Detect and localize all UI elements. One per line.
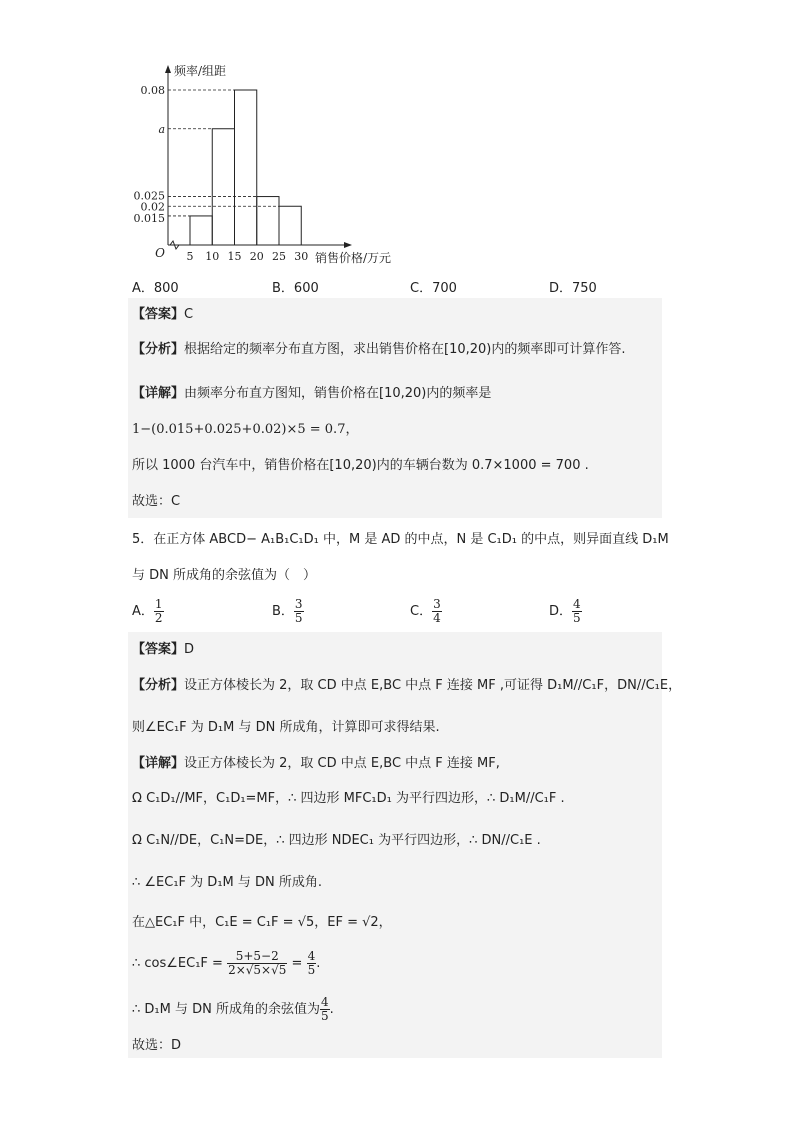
q5-detail-2: Ω C₁D₁//MF，C₁D₁=MF，∴ 四边形 MFC₁D₁ 为平行四边形，∴ D₁M//C₁F . [132,791,565,806]
histogram-bar [235,90,257,245]
histogram-bar [212,129,234,245]
q4-detail-1 [132,384,491,404]
q4-answer-value: C [184,307,194,322]
origin-label: O [155,246,165,260]
q5-option-b-num: 3 [294,597,303,611]
q4-detail-text-1: 由频率分布直方图知，销售价格在[10,20)内的频率是 [184,386,492,401]
y-tick-label: 0.02 [140,200,165,214]
q5-answer-value: D [184,642,195,657]
q5-analysis-2: 则∠EC₁F 为 D₁M 与 DN 所成角，计算即可求得结果. [132,720,440,735]
q5-stem-2: 与 DN 所成角的余弦值为（ ） [132,568,316,583]
q5-detail-text-1: 设正方体棱长为 2，取 CD 中点 E,BC 中点 F 连接 MF, [184,756,500,771]
histogram-bar [190,216,212,245]
q5-choice: 故选：D [132,1038,182,1053]
q5-detail-6-prefix: ∴ cos∠EC₁F = [132,956,223,971]
q4-choice: 故选：C [132,494,181,509]
q5-detail-7-num: 4 [320,995,329,1009]
frequency-histogram [130,60,420,270]
histogram-bar [257,197,279,245]
q5-detail-1 [132,754,500,774]
q5-option-c-num: 3 [433,597,441,611]
q5-option-a-label: A． [132,604,154,619]
q5-detail-7: ∴ D₁M 与 DN 所成角的余弦值为 $\frac{4}{5}$ . [132,995,334,1023]
q5-detail-7-den: 5 [320,1009,329,1023]
q4-option-c: C．700 [410,281,457,296]
q4-analysis-label: 【分析】 [132,342,185,357]
q5-option-b-den: 5 [294,611,303,625]
y-tick-label: 0.08 [140,84,165,97]
y-tick-label: 0.015 [133,211,165,225]
q5-detail-4: ∴ ∠EC₁F 为 D₁M 与 DN 所成角. [132,875,323,890]
q5-detail-3: Ω C₁N//DE，C₁N=DE，∴ 四边形 NDEC₁ 为平行四边形，∴ DN//C₁E . [132,833,541,848]
q5-detail-6: ∴ cos∠EC₁F = $\frac{5+5-2}{2\times√5\times√5}$ = $\frac{4}{5}$ . [132,949,321,977]
y-tick-label: 0.025 [133,189,165,203]
q5-detail-6-eq: = [291,956,303,971]
q4-analysis [132,340,626,360]
q4-analysis-text: 根据给定的频率分布直方图，求出销售价格在[10,20)内的频率即可计算作答. [184,342,626,357]
y-axis-arrow [165,65,171,73]
q5-detail-7-prefix: ∴ D₁M 与 DN 所成角的余弦值为 [132,1002,320,1017]
q4-option-a: A．800 [132,281,179,296]
q5-option-c-den: 4 [433,611,441,625]
histogram-bar [279,206,301,245]
q5-detail-5: 在△EC₁F 中，C₁E = C₁F = √5，EF = √2， [132,915,392,930]
q4-detail-label: 【详解】 [132,386,185,401]
q5-option-a [132,598,164,625]
q5-answer-label: 【答案】 [132,642,185,657]
q5-analysis-text-1: 设正方体棱长为 2，取 CD 中点 E,BC 中点 F 连接 MF ,可证得 D₁M//C₁F，DN//C₁E， [184,678,682,693]
q5-detail-6-rnum: 4 [307,949,316,963]
q5-option-d [549,598,582,625]
q5-analysis-label: 【分析】 [132,678,185,693]
q4-detail-3: 所以 1000 台汽车中，销售价格在[10,20)内的车辆台数为 0.7×1000 = 700 . [132,458,589,473]
q5-detail-label: 【详解】 [132,756,185,771]
y-tick-label: a [158,122,165,136]
q4-answer-label: 【答案】 [132,307,185,322]
q5-detail-6-den: 2×√5×√5 [228,963,287,977]
q4-answer [132,305,193,325]
x-tick-label: 25 [272,250,286,263]
q5-option-a-num: 1 [154,597,163,611]
q5-answer [132,640,194,660]
q5-option-d-label: D． [549,604,573,619]
q5-detail-6-num: 5+5−2 [227,950,287,964]
q4-solution-panel [128,298,662,518]
x-tick-label: 10 [205,250,220,263]
x-tick-label: 20 [249,250,264,263]
q5-option-b [272,598,304,625]
q5-option-c-label: C． [410,604,433,619]
q4-option-d: D．750 [549,281,597,296]
q5-option-b-label: B． [272,604,294,619]
x-tick-label: 30 [294,250,309,263]
x-axis-title: 销售价格/万元 [315,251,392,265]
x-tick-label: 15 [227,250,242,263]
q5-option-a-den: 2 [154,611,163,625]
y-axis-title: 频率/组距 [174,64,227,78]
x-tick-label: 5 [186,250,194,263]
q4-detail-2: 1−(0.015+0.025+0.02)×5 = 0.7， [132,422,359,437]
q5-analysis-1 [132,676,681,696]
q5-stem-1: 5．在正方体 ABCD− A₁B₁C₁D₁ 中，M 是 AD 的中点，N 是 C₁D₁ 的中点，则异面直线 D₁M [132,532,669,547]
q5-option-d-num: 4 [573,597,581,611]
x-axis-arrow [344,242,352,248]
q5-option-c [410,598,442,625]
q4-option-b: B．600 [272,281,319,296]
q5-option-d-den: 5 [573,611,581,625]
q5-detail-6-rden: 5 [307,963,316,977]
